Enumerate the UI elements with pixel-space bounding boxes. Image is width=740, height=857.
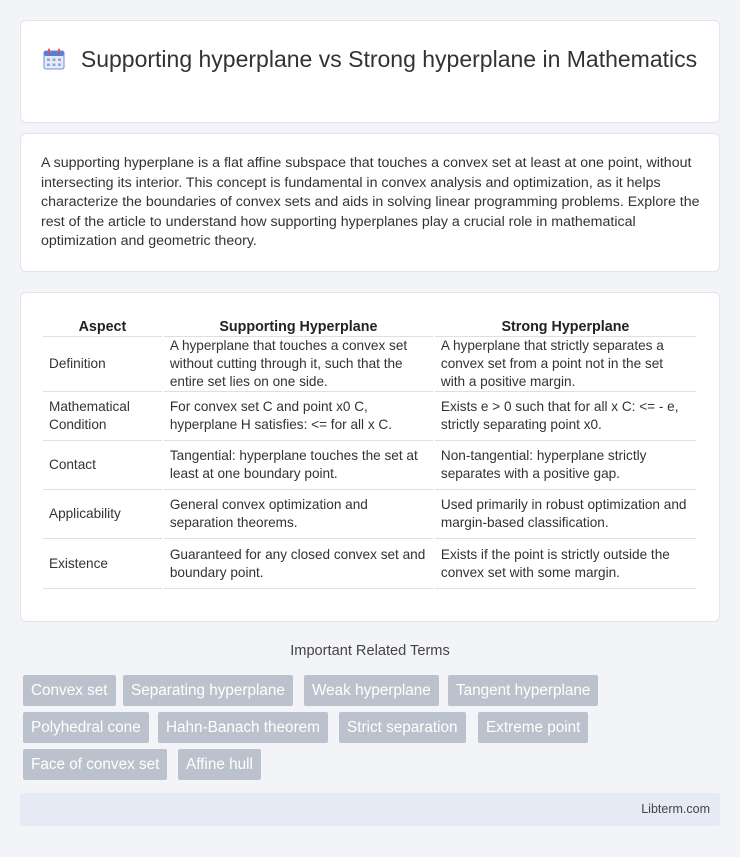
row-aspect: Applicability bbox=[43, 490, 162, 539]
row-supporting: General convex optimization and separation theorems. bbox=[164, 490, 433, 539]
tag-tangent-hyperplane[interactable]: Tangent hyperplane bbox=[448, 675, 598, 706]
table-row bbox=[43, 392, 696, 441]
tag-affine-hull[interactable]: Affine hull bbox=[178, 749, 261, 780]
row-strong: Exists e > 0 such that for all x C: <= - e, strictly separating point x0. bbox=[435, 392, 696, 441]
footer bbox=[20, 793, 720, 826]
row-strong: Used primarily in robust optimization and margin-based classification. bbox=[435, 490, 696, 539]
title-card bbox=[20, 20, 720, 123]
page-title: Supporting hyperplane vs Strong hyperplane in Mathematics bbox=[80, 46, 698, 72]
comparison-table bbox=[41, 315, 698, 589]
row-aspect: Definition bbox=[43, 337, 162, 392]
page-title-wrap bbox=[21, 45, 719, 74]
row-supporting: Guaranteed for any closed convex set and boundary point. bbox=[164, 539, 433, 589]
calendar-icon bbox=[43, 48, 65, 70]
row-supporting: A hyperplane that touches a convex set without cutting through it, such that the entire set lies on one side. bbox=[164, 337, 433, 392]
tag-strict-separation[interactable]: Strict separation bbox=[339, 712, 466, 743]
row-aspect: Mathematical Condition bbox=[43, 392, 162, 441]
row-aspect: Contact bbox=[43, 441, 162, 490]
row-aspect: Existence bbox=[43, 539, 162, 589]
header-supporting: Supporting Hyperplane bbox=[164, 315, 433, 337]
tag-separating-hyperplane[interactable]: Separating hyperplane bbox=[123, 675, 293, 706]
related-terms-title: Important Related Terms bbox=[290, 643, 450, 659]
table-row bbox=[43, 441, 696, 490]
tag-hahn-banach-theorem[interactable]: Hahn-Banach theorem bbox=[158, 712, 328, 743]
tag-face-of-convex-set[interactable]: Face of convex set bbox=[23, 749, 167, 780]
tag-polyhedral-cone[interactable]: Polyhedral cone bbox=[23, 712, 149, 743]
tag-convex-set[interactable]: Convex set bbox=[23, 675, 116, 706]
table-row bbox=[43, 539, 696, 589]
intro-card bbox=[20, 133, 720, 272]
row-strong: A hyperplane that strictly separates a convex set from a point not in the set with a positive margin. bbox=[435, 337, 696, 392]
intro-paragraph: A supporting hyperplane is a flat affine subspace that touches a convex set at least at one point, without intersecting its interior. This concept is fundamental in convex analysis and optimization, as it helps characterize the boundaries of convex sets and aids in solving linear programming problems. Explore the rest of the article to understand how supporting hyperplanes play a crucial role in mathematical optimization and geometric theory. bbox=[41, 155, 700, 249]
table-header-row bbox=[43, 315, 696, 337]
comparison-table-card bbox=[20, 292, 720, 622]
tag-extreme-point[interactable]: Extreme point bbox=[478, 712, 588, 743]
row-supporting: For convex set C and point x0 C, hyperplane H satisfies: <= for all x C. bbox=[164, 392, 433, 441]
table-row bbox=[43, 490, 696, 539]
footer-site-link[interactable]: Libterm.com bbox=[641, 802, 710, 816]
row-strong: Exists if the point is strictly outside the convex set with some margin. bbox=[435, 539, 696, 589]
table-row bbox=[43, 337, 696, 392]
tag-weak-hyperplane[interactable]: Weak hyperplane bbox=[304, 675, 439, 706]
row-supporting: Tangential: hyperplane touches the set at least at one boundary point. bbox=[164, 441, 433, 490]
header-strong: Strong Hyperplane bbox=[435, 315, 696, 337]
row-strong: Non-tangential: hyperplane strictly separates with a positive gap. bbox=[435, 441, 696, 490]
header-aspect: Aspect bbox=[43, 315, 162, 337]
